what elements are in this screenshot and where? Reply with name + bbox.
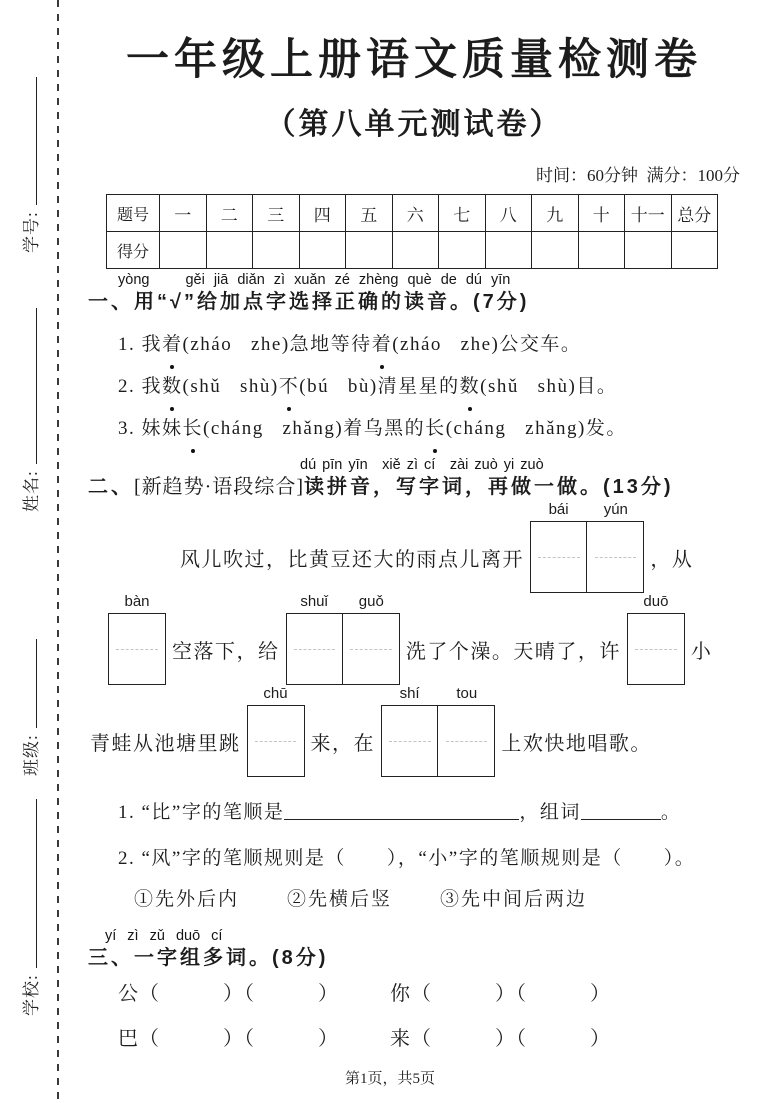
section2-heading-rest: 读拼音，写字词，再做一做。(13分) (303, 476, 674, 499)
writing-cell (247, 705, 305, 777)
writing-box (108, 613, 166, 685)
passage-text: 上欢快地唱歌。 (501, 732, 652, 755)
sentence-segment: (shǔ shù)目。 (480, 376, 618, 398)
section2-heading-tag: [新趋势·语段综合] (134, 476, 304, 499)
writing-box (247, 705, 305, 777)
pinyin-syllable: chū (263, 685, 288, 703)
word-cell: 来（ ）（ ） (390, 1028, 611, 1051)
guide-midline (635, 649, 676, 650)
question-text: 。 (660, 802, 682, 824)
pinyin-syllable: guǒ (358, 593, 384, 611)
answer-box-unit (530, 501, 644, 593)
margin-field-label: 学号: (21, 211, 41, 253)
answer-box-unit (381, 685, 495, 777)
score-table-corner: 题号 (107, 195, 160, 232)
word-cell: 巴（ ）（ ） (118, 1028, 339, 1051)
score-table-score-row (107, 232, 718, 269)
score-empty-cell (392, 232, 439, 269)
writing-cell (381, 705, 439, 777)
dotted-character: 数 (162, 366, 183, 408)
answer-box-unit (627, 593, 685, 685)
section3-word-rows (88, 972, 740, 1062)
score-table-column: 四 (299, 195, 346, 232)
sentence-segment: (zháo zhe)急地等待 (182, 334, 372, 356)
stroke-rule-option: ②先横后竖 (287, 889, 393, 911)
dotted-character: 长 (425, 408, 446, 450)
section3-heading: 三、一字组多词。(8分) (88, 947, 329, 970)
score-table-column: 一 (160, 195, 207, 232)
margin-field (12, 639, 46, 776)
writing-cell (530, 521, 588, 593)
margin-field (12, 799, 46, 1016)
seal-dashed-line (57, 0, 59, 1103)
score-table-column: 十 (578, 195, 625, 232)
guide-midline (595, 557, 636, 558)
score-table (106, 194, 718, 269)
score-table-column: 七 (439, 195, 486, 232)
section2-heading-prefix: 二、 (88, 476, 134, 499)
guide-midline (389, 741, 430, 742)
pinyin-label (627, 594, 685, 610)
margin-field-write-line (36, 799, 37, 968)
score-empty-cell (485, 232, 532, 269)
section2-heading (88, 474, 740, 501)
guide-midline (446, 741, 487, 742)
pinyin-syllable: bàn (124, 593, 150, 611)
dotted-character: 着 (372, 324, 393, 366)
sentence-segment: 2. 我 (118, 376, 163, 398)
writing-cell (437, 705, 495, 777)
pinyin-label (247, 686, 305, 702)
writing-box (530, 521, 644, 593)
dotted-character: 数 (460, 366, 481, 408)
blank-line (284, 802, 519, 820)
guide-midline (538, 557, 579, 558)
section2-question2: 2. “风”字的笔顺规则是（ ），“小”字的笔顺规则是（ ）。 (118, 848, 696, 870)
pinyin-text: dú pīn yīn xiě zì cí zài zuò yi zuò (300, 457, 544, 474)
score-empty-cell (299, 232, 346, 269)
answer-box-unit (108, 593, 166, 685)
pinyin-syllable: bái (548, 501, 569, 519)
dotted-character: 着 (162, 324, 183, 366)
score-table-column: 总分 (671, 195, 718, 232)
score-table-column: 六 (392, 195, 439, 232)
writing-cell (108, 613, 166, 685)
margin-field-write-line (36, 77, 37, 205)
pinyin-label (381, 686, 495, 702)
score-empty-cell (160, 232, 207, 269)
pinyin-text: yòng (118, 272, 150, 289)
guide-midline (294, 649, 335, 650)
score-table-column: 五 (346, 195, 393, 232)
word-cell: 公（ ）（ ） (118, 983, 339, 1006)
question-text: ，组词 (519, 802, 581, 824)
margin-field (12, 77, 46, 253)
margin-field-label: 学校: (21, 974, 41, 1016)
section2-options (134, 881, 740, 919)
score-table-column: 八 (485, 195, 532, 232)
blank-line (581, 802, 661, 820)
word-row (118, 1017, 740, 1062)
writing-cell (586, 521, 644, 593)
pinyin-syllable: shuǐ (300, 593, 328, 611)
section2-passage (88, 501, 740, 777)
score-empty-cell (532, 232, 579, 269)
score-empty-cell (671, 232, 718, 269)
margin-field-write-line (36, 639, 37, 728)
section3-pinyin (88, 929, 740, 944)
passage-text: 小 (690, 640, 713, 663)
score-table-column: 二 (206, 195, 253, 232)
score-empty-cell (625, 232, 672, 269)
writing-box (286, 613, 400, 685)
word-cell: 你（ ）（ ） (390, 983, 611, 1006)
paper-title: 一年级上册语文质量检测卷 (126, 37, 702, 84)
margin-field-write-line (36, 308, 37, 464)
dotted-character: 不 (279, 366, 300, 408)
score-empty-cell (253, 232, 300, 269)
sentence-segment: (shǔ shù) (182, 376, 279, 398)
section2-pinyin (88, 458, 740, 473)
answer-box-unit (247, 685, 305, 777)
margin-field (12, 308, 46, 512)
section1-pinyin (88, 273, 740, 288)
section1-items (118, 324, 740, 450)
paper-content (88, 0, 740, 1062)
score-table-header-row (107, 195, 718, 232)
pinyin-label (108, 594, 166, 610)
question-sentence (118, 408, 740, 450)
sentence-segment: (cháng zhǎng)发。 (445, 418, 627, 440)
score-table-column: 九 (532, 195, 579, 232)
pinyin-text: yí zì zǔ duō cí (105, 928, 223, 945)
score-empty-cell (346, 232, 393, 269)
sentence-segment: (bú bù)清星星的 (299, 376, 460, 398)
section1-heading: 一、用“√”给加点字选择正确的读音。(7分) (88, 291, 530, 314)
score-empty-cell (206, 232, 253, 269)
section2-question1 (118, 793, 740, 833)
pinyin-syllable: tou (456, 685, 478, 703)
score-table-column: 三 (253, 195, 300, 232)
writing-box (627, 613, 685, 685)
question-text: 1. “比”字的笔顺是 (118, 802, 285, 824)
passage-text: 洗了个澡。天晴了，许 (405, 640, 621, 663)
pinyin-syllable: duō (643, 593, 669, 611)
sentence-segment: 1. 我 (118, 334, 163, 356)
answer-box-unit (286, 593, 400, 685)
guide-midline (350, 649, 391, 650)
passage-text: 空落下，给 (172, 640, 280, 663)
guide-midline (116, 649, 157, 650)
word-row (118, 972, 740, 1017)
dotted-character: 长 (183, 408, 204, 450)
page-number: 第1页，共5页 (344, 1071, 435, 1087)
pinyin-syllable: shí (399, 685, 420, 703)
score-empty-cell (578, 232, 625, 269)
score-empty-cell (439, 232, 486, 269)
pinyin-syllable: yún (603, 501, 628, 519)
paper-subtitle: （第八单元测试卷） (265, 108, 563, 142)
guide-midline (255, 741, 296, 742)
writing-cell (342, 613, 400, 685)
score-label: 得分 (107, 232, 160, 269)
passage-line (90, 685, 740, 777)
passage-text: 青蛙从池塘里跳 (90, 732, 241, 755)
stroke-rule-option: ①先外后内 (134, 889, 240, 911)
sentence-segment: (cháng zhǎng)着乌黑的 (203, 418, 426, 440)
pinyin-label (530, 502, 644, 518)
pinyin-label (286, 594, 400, 610)
writing-box (381, 705, 495, 777)
writing-cell (627, 613, 685, 685)
score-table-column: 十一 (625, 195, 672, 232)
passage-text: ，从 (650, 548, 694, 571)
stroke-rule-option: ③先中间后两边 (440, 889, 588, 911)
passage-line (180, 501, 740, 593)
sentence-segment: 3. 妹妹 (118, 418, 183, 440)
passage-line (108, 593, 740, 685)
question-sentence (118, 366, 740, 408)
pinyin-text: gěi jiā diǎn zì xuǎn zé zhèng què de dú yīn (185, 272, 511, 289)
question-sentence (118, 324, 740, 366)
margin-field-label: 姓名: (21, 470, 41, 512)
margin-field-label: 班级: (21, 734, 41, 776)
passage-text: 来，在 (310, 732, 375, 755)
writing-cell (286, 613, 344, 685)
sentence-segment: (zháo zhe)公交车。 (392, 334, 582, 356)
passage-text: 风儿吹过，比黄豆还大的雨点儿离开 (180, 548, 524, 571)
time-score-info: 时间：60分钟 满分：100分 (536, 166, 740, 186)
